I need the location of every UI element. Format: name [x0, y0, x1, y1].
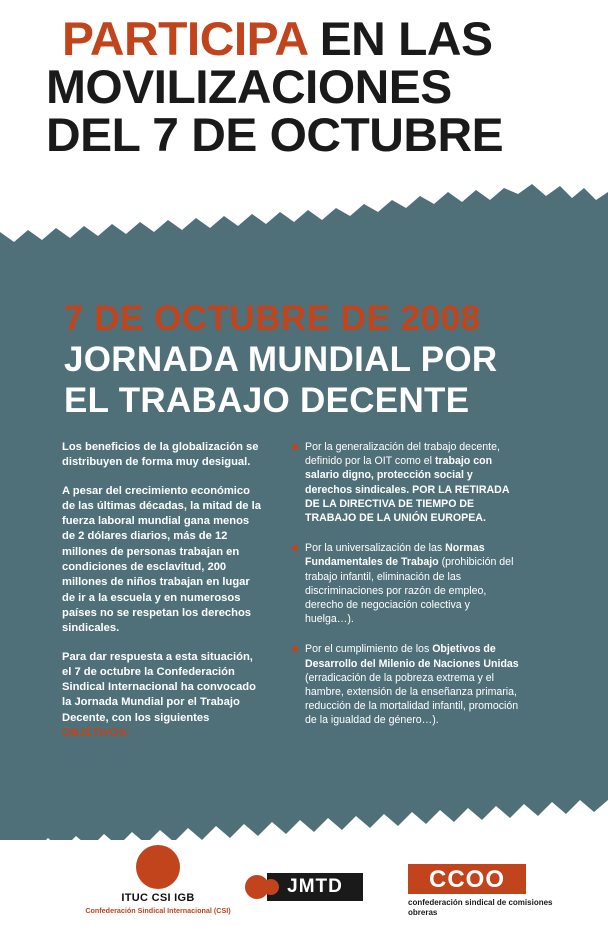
- headline-line-3: DEL 7 DE OCTUBRE: [46, 108, 504, 161]
- bullet-1-text-a: Por la generalización del trabajo decente, definido por la OIT como el: [305, 441, 500, 468]
- bullet-3-text-a: Por el cumplimiento de los: [305, 643, 433, 656]
- bullet-item-2: [292, 541, 520, 626]
- bullet-item-1: [292, 440, 520, 525]
- logo-ituc: [78, 845, 238, 915]
- headline-line-1: [62, 14, 492, 64]
- bullet-2-text-a: Por la universalización de las: [305, 542, 446, 555]
- objetivos-label: OBJETIVOS:: [62, 727, 130, 740]
- left-text-column: [62, 440, 262, 754]
- bullet-3-text-bold: Objetivos de Desarrollo del Milenio de Naciones Unidas: [305, 643, 519, 670]
- jmtd-label: JMTD: [267, 873, 363, 901]
- left-paragraph-1: Los beneficios de la globalización se distribuyen de forma muy desigual.: [62, 441, 259, 469]
- ituc-title: ITUC CSI IGB: [121, 892, 195, 904]
- event-title-line-1: JORNADA MUNDIAL POR: [64, 340, 498, 379]
- logo-ccoo: [408, 864, 568, 918]
- left-paragraph-3-text: Para dar respuesta a esta situación, el 7 de octubre la Confederación Sindical Internacional ha convocado la Jornada Mundial por el Trabajo Decente, con los siguientes: [62, 650, 256, 724]
- ccoo-subtitle: confederación sindical de comisiones obreras: [408, 898, 553, 917]
- headline-block: [0, 0, 608, 178]
- event-title-line-2: EL TRABAJO DECENTE: [64, 381, 470, 420]
- bullet-1-text-bold: trabajo con salario digno, protección social y derechos sindicales. POR LA RETIRADA DE LA DIRECTIVA DE TIEMPO DE TRABAJO DE LA UNIÓN EUROPEA.: [305, 455, 510, 525]
- logo-jmtd: [243, 873, 363, 903]
- bullet-dot-icon: [292, 444, 298, 450]
- ccoo-label: CCOO: [408, 864, 526, 894]
- right-bullet-column: [292, 440, 520, 744]
- event-date: 7 DE OCTUBRE DE 2008: [64, 299, 481, 338]
- footer-logos: [0, 840, 608, 950]
- bullet-item-3: [292, 642, 520, 727]
- ituc-subtitle: Confederación Sindical Internacional (CSI): [85, 906, 231, 915]
- headline-line-1-rest: EN LAS: [306, 12, 493, 65]
- headline-accent-word: PARTICIPA: [62, 12, 307, 65]
- bullet-2-text-bold: Normas Fundamentales de Trabajo: [305, 542, 485, 569]
- headline-line-2: MOVILIZACIONES: [46, 60, 452, 113]
- bullet-dot-icon: [292, 646, 298, 652]
- left-paragraph-2: A pesar del crecimiento económico de las últimas décadas, la mitad de la fuerza laboral mundial gana menos de 2 dólares diarios, más de 12 millones de personas trabajan en condiciones de esclavitud, 200 millones de niños trabajan en lugar de ir a la escuela y en numerosos países no se respetan los derechos sindicales.: [62, 484, 261, 635]
- bullet-dot-icon: [292, 545, 298, 551]
- title-block: [64, 300, 554, 419]
- bullet-2-text-b: (prohibición del trabajo infantil, eliminación de las discriminaciones por razón de empleo, derecho de negociación colectiva y huelga…).: [305, 556, 514, 626]
- left-paragraph-3: [62, 650, 262, 742]
- jmtd-circle-small-icon: [263, 879, 279, 895]
- bullet-3-text-b: (erradicación de la pobreza extrema y el hambre, extensión de la enseñanza primaria, reducción de la mortalidad infantil, promoción de la igualdad de género…).: [305, 671, 519, 727]
- ituc-circle-icon: [136, 845, 180, 889]
